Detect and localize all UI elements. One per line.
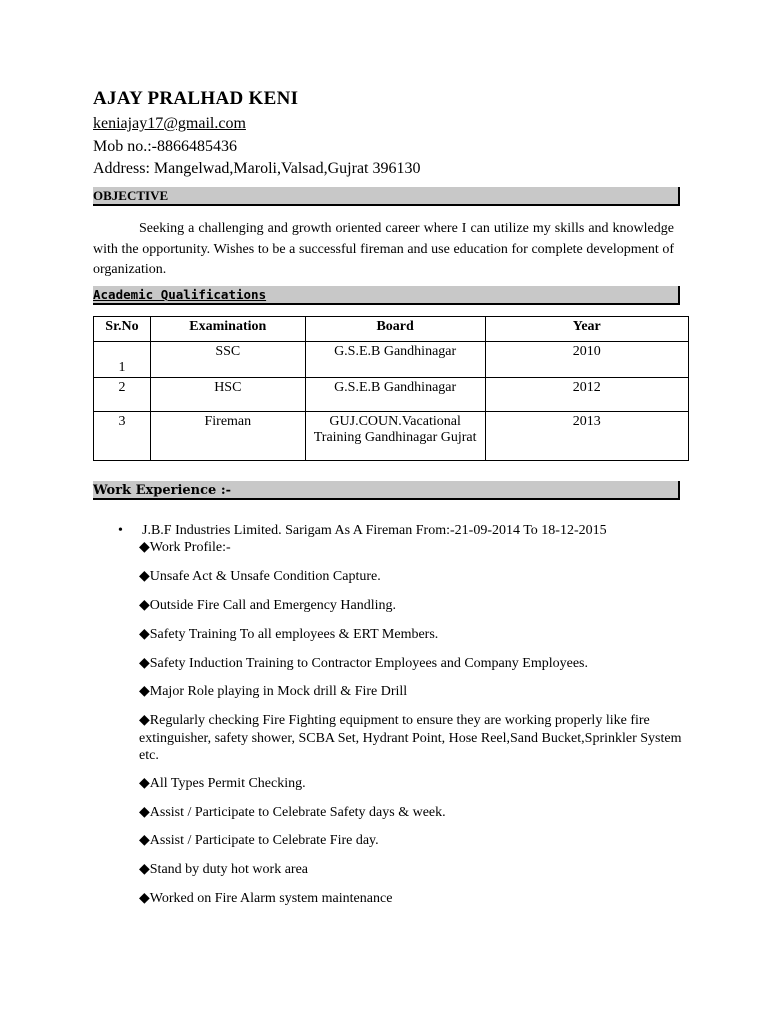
table-row [94, 378, 689, 412]
work-profile-item: ◆Assist / Participate to Celebrate Safety days & week. [139, 805, 446, 820]
academic-title: Academic Qualifications [93, 287, 267, 302]
qualifications-table [93, 316, 689, 461]
table-cell-board: G.S.E.B Gandhinagar [305, 378, 485, 412]
academic-heading [93, 286, 680, 305]
job-title: J.B.F Industries Limited. Sarigam As A Fireman From:-21-09-2014 To 18-12-2015 [142, 523, 607, 538]
column-header: Examination [150, 317, 305, 342]
bullet-icon: • [118, 523, 123, 538]
job-entry [118, 522, 607, 540]
table-cell-srno: 1 [94, 342, 151, 378]
work-experience-heading [93, 481, 680, 500]
work-profile-item: ◆Major Role playing in Mock drill & Fire Drill [139, 684, 408, 699]
work-profile-item: ◆All Types Permit Checking. [139, 776, 306, 791]
work-profile-item: ◆Regularly checking Fire Fighting equipment to ensure they are working properly like fire extinguisher, safety shower, SCBA Set, Hydrant Point, Hose Reel,Sand Bucket,Sprinkler System etc. [139, 713, 682, 763]
work-profile-item: ◆Unsafe Act & Unsafe Condition Capture. [139, 569, 381, 584]
table-row [94, 412, 689, 461]
column-header: Year [485, 317, 688, 342]
table-cell-exam: Fireman [150, 412, 305, 461]
table-row [94, 342, 689, 378]
column-header: Board [305, 317, 485, 342]
table-cell-year: 2012 [485, 378, 688, 412]
table-header-row [94, 317, 689, 342]
mobile-number: Mob no.:-8866485436 [93, 138, 237, 155]
table-cell-year: 2010 [485, 342, 688, 378]
objective-title: OBJECTIVE [93, 188, 169, 203]
table-cell-srno: 2 [94, 378, 151, 412]
work-experience-title: Work Experience :- [93, 483, 232, 498]
table-cell-board: G.S.E.B Gandhinagar [305, 342, 485, 378]
table-cell-exam: HSC [150, 378, 305, 412]
table-cell-srno: 3 [94, 412, 151, 461]
column-header: Sr.No [94, 317, 151, 342]
address: Address: Mangelwad,Maroli,Valsad,Gujrat 396130 [93, 160, 421, 177]
work-profile-item: ◆Stand by duty hot work area [139, 862, 309, 877]
table-cell-year: 2013 [485, 412, 688, 461]
objective-heading [93, 187, 680, 206]
candidate-name: AJAY PRALHAD KENI [93, 88, 299, 109]
objective-text: Seeking a challenging and growth oriented career where I can utilize my skills and knowledge with the opportunity. Wishes to be a successful fireman and use education for complete development of organization. [93, 221, 674, 277]
table-cell-exam: SSC [150, 342, 305, 378]
work-profile-item: ◆Safety Training To all employees & ERT Members. [139, 627, 439, 642]
work-profile-item: ◆Worked on Fire Alarm system maintenance [139, 891, 393, 906]
work-profile-item: ◆Outside Fire Call and Emergency Handling. [139, 598, 397, 613]
table-cell-board: GUJ.COUN.Vacational Training Gandhinagar Gujrat [305, 412, 485, 461]
work-profile-item: ◆Assist / Participate to Celebrate Fire day. [139, 833, 379, 848]
work-profile-label: ◆Work Profile:- [139, 540, 231, 555]
work-profile-item: ◆Safety Induction Training to Contractor Employees and Company Employees. [139, 656, 588, 671]
email-link[interactable]: keniajay17@gmail.com [93, 115, 246, 132]
